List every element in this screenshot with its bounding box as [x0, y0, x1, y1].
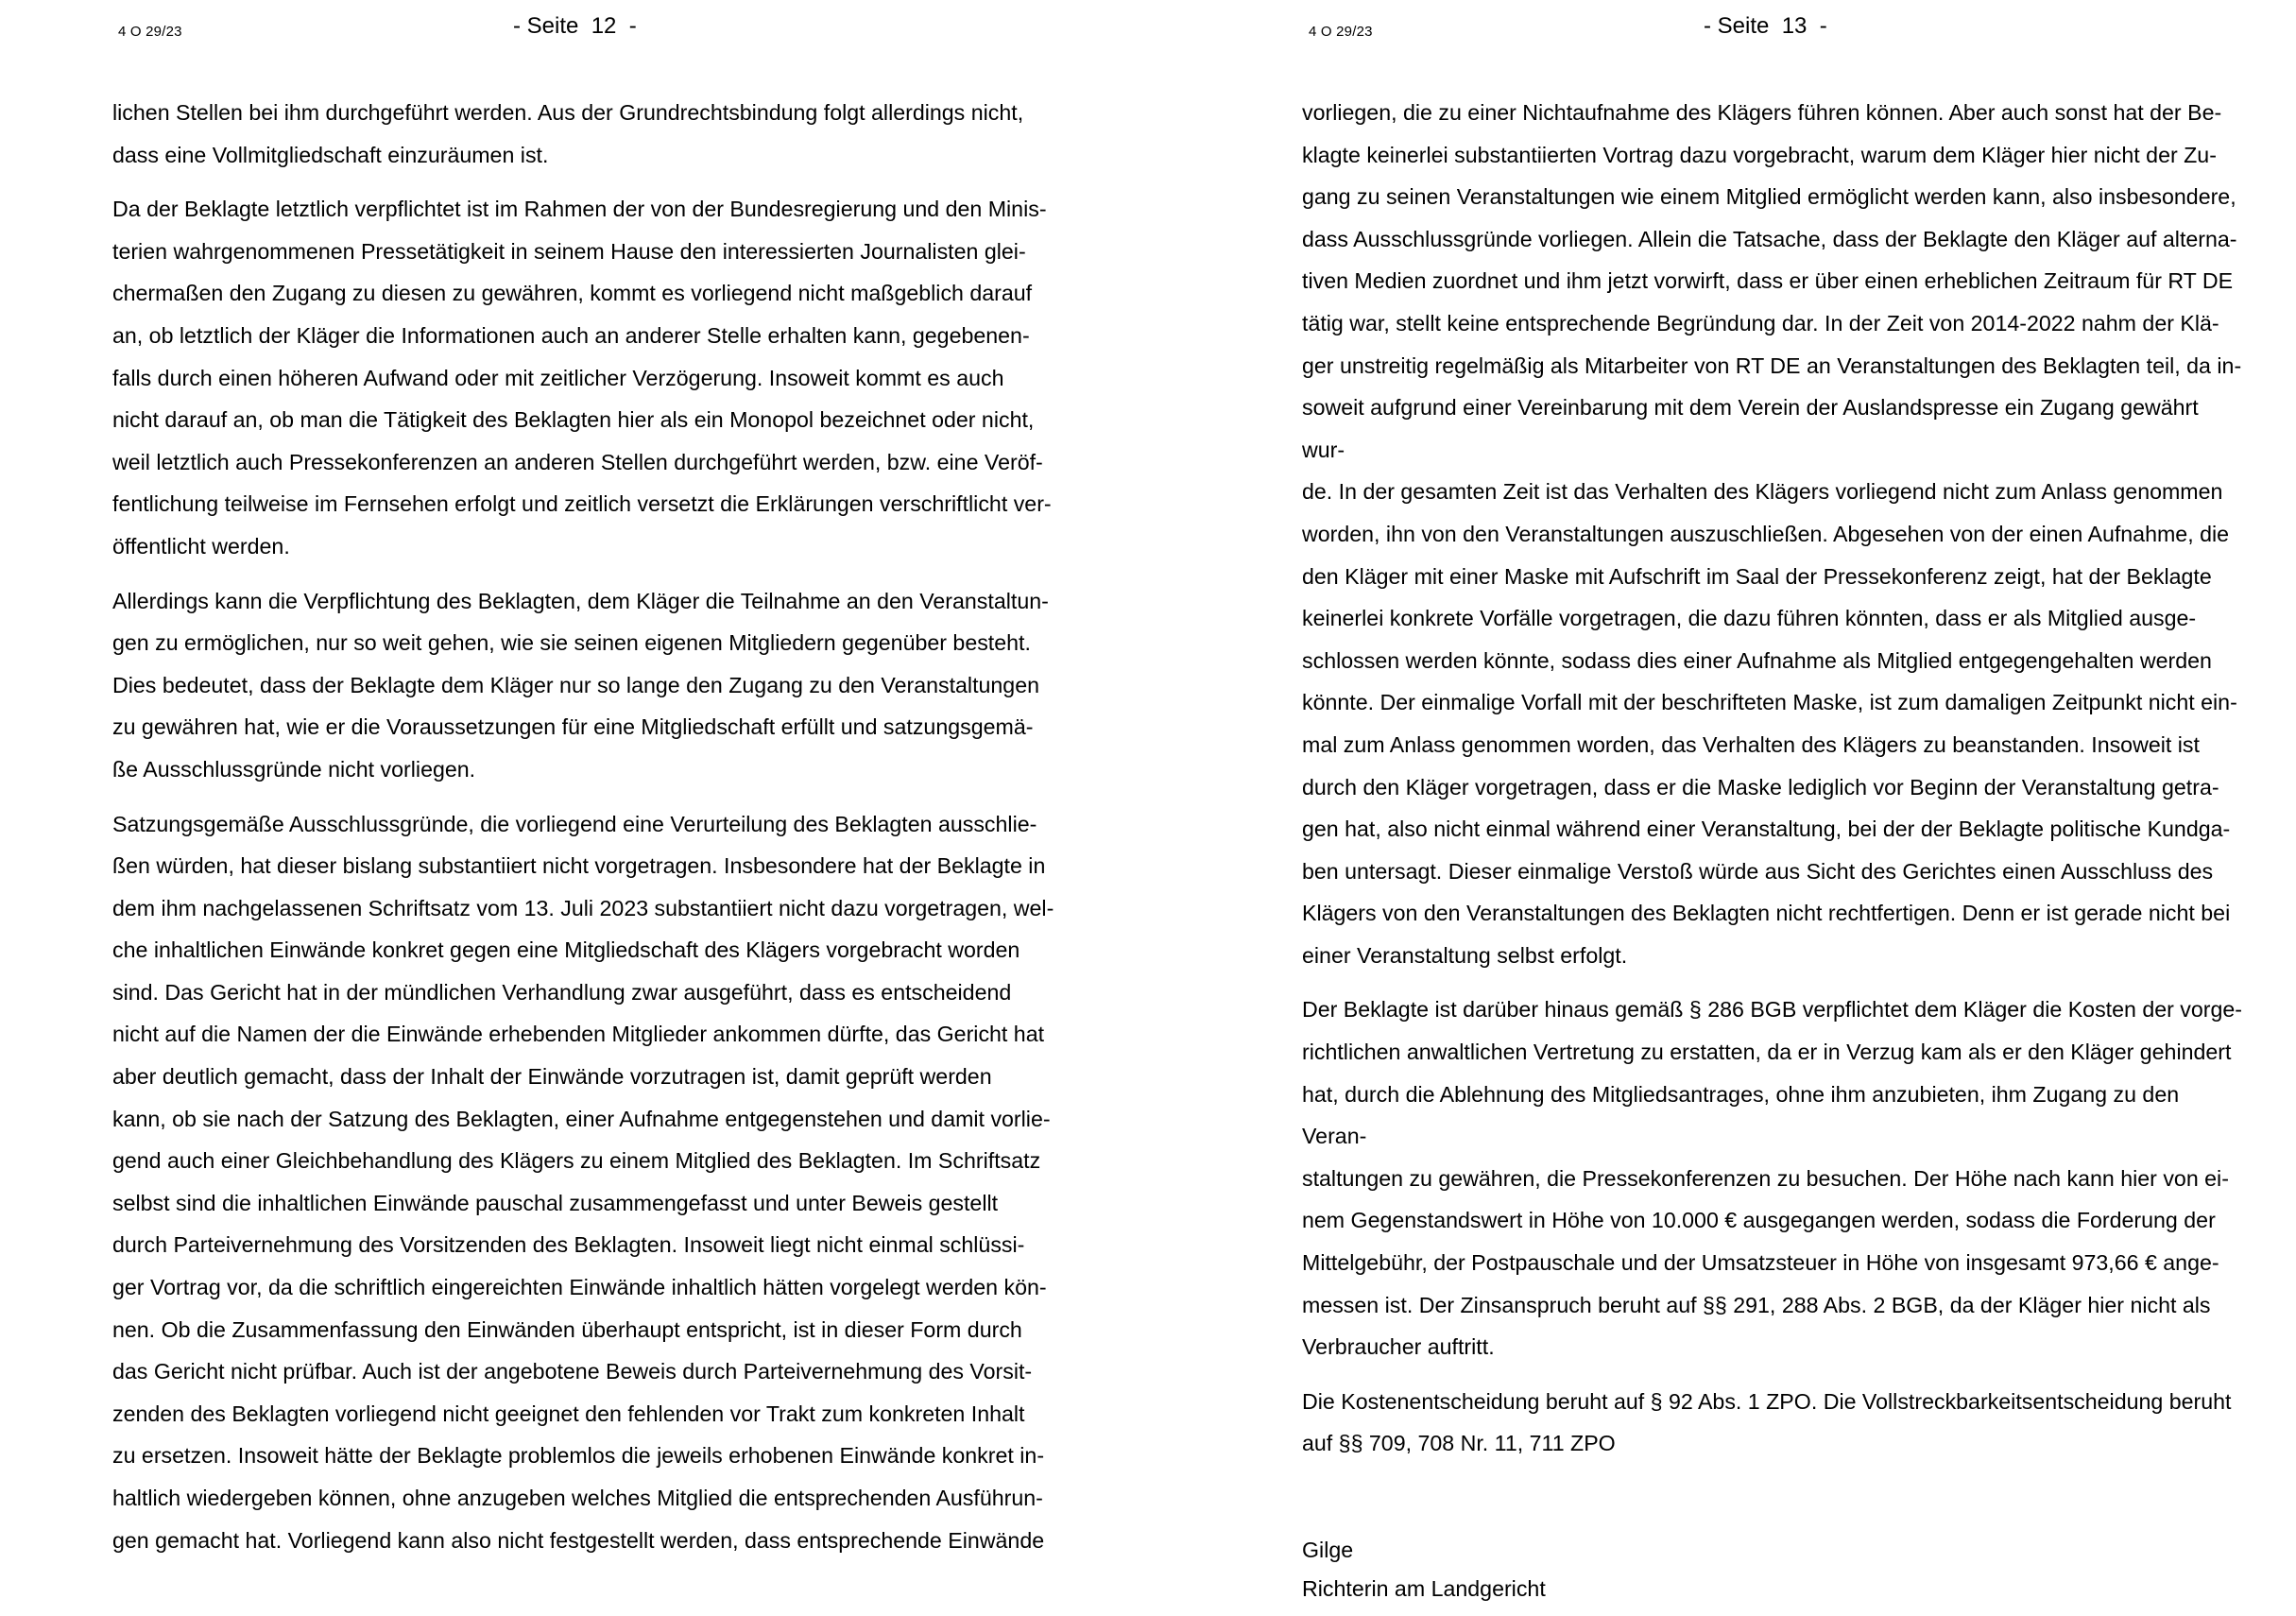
case-number: 4 O 29/23	[118, 24, 182, 40]
paragraph: Satzungsgemäße Ausschlussgründe, die vorliegend eine Verurteilung des Beklagten ausschlie- ßen würden, hat dieser bislang substantiiert nicht vorgetragen. Insbesondere hat der Beklagte in dem ihm nachgelassenen Schriftsatz vom 13. Juli 2023 substantiiert nicht dazu vorgetragen, wel- che inhaltlichen Einwände konkret gegen eine Mitgliedschaft des Klägers vorgebracht worden sind. Das Gericht hat in der mündlichen Verhandlung zwar ausgeführt, dass es entscheidend nicht auf die Namen der die Einwände erhebenden Mitglieder ankommen dürfte, das Gericht hat aber deutlich gemacht, dass der Inhalt der Einwände vorzutragen ist, damit geprüft werden kann, ob sie nach der Satzung des Beklagten, einer Aufnahme entgegenstehen und damit vorlie- gend auch einer Gleichbehandlung des Klägers zu einem Mitglied des Beklagten. Im Schriftsatz selbst sind die inhaltlichen Einwände pauschal zusammengefasst und unter Beweis gestellt durch Parteivernehmung des Vorsitzenden des Beklagten. Insoweit liegt nicht einmal schlüssi- ger Vortrag vor, da die schriftlich eingereichten Einwände inhaltlich hätten vorgelegt werden kön- nen. Ob die Zusammenfassung den Einwänden überhaupt entspricht, ist in dieser Form durch das Gericht nicht prüfbar. Auch ist der angebotene Beweis durch Parteivernehmung des Vorsit- zenden des Beklagten vorliegend nicht geeignet den fehlenden vor Trakt zum konkreten Inhalt zu ersetzen. Insoweit hätte der Beklagte problemlos die jeweils erhobenen Einwände konkret in- haltlich wiedergeben können, ohne anzugeben welches Mitglied die entsprechenden Ausführun- gen gemacht hat. Vorliegend kann also nicht festgestellt werden, dass entsprechende Einwände	[112, 811, 1054, 1553]
signature-block	[1302, 1531, 1546, 1608]
paragraph: Der Beklagte ist darüber hinaus gemäß § 286 BGB verpflichtet dem Kläger die Kosten der vorge- richtlichen anwaltlichen Vertretung zu erstatten, da er in Verzug kam als er den Kläger gehindert hat, durch die Ablehnung des Mitgliedsantrages, ohne ihm anzubieten, ihm Zugang zu den Veran- staltungen zu gewähren, die Pressekonferenzen zu besuchen. Der Höhe nach kann hier von ei- nem Gegenstandswert in Höhe von 10.000 € ausgegangen werden, sodass die Forderung der Mittelgebühr, der Postpauschale und der Umsatzsteuer in Höhe von insgesamt 973,66 € ange- messen ist. Der Zinsanspruch beruht auf §§ 291, 288 Abs. 2 BGB, da der Kläger hier nicht als Verbraucher auftritt.	[1302, 997, 2243, 1360]
paragraph: Die Kostenentscheidung beruht auf § 92 Abs. 1 ZPO. Die Vollstreckbarkeitsentscheidung beruht auf §§ 709, 708 Nr. 11, 711 ZPO	[1302, 1388, 2232, 1456]
paragraph: vorliegen, die zu einer Nichtaufnahme des Klägers führen können. Aber auch sonst hat der Be- klagte keinerlei substantiierten Vortrag dazu vorgebracht, warum dem Kläger hier nicht der Zu- gang zu seinen Veranstaltungen wie einem Mitglied ermöglicht werden kann, also insbesondere, dass Ausschlussgründe vorliegen. Allein die Tatsache, dass der Beklagte den Kläger auf alterna- tiven Medien zuordnet und ihm jetzt vorwirft, dass er über einen erheblichen Zeitraum für RT DE tätig war, stellt keine entsprechende Begründung dar. In der Zeit von 2014-2022 nahm der Klä- ger unstreitig regelmäßig als Mitarbeiter von RT DE an Veranstaltungen des Beklagten teil, da in- soweit aufgrund einer Vereinbarung mit dem Verein der Auslandspresse ein Zugang gewährt wur- de. In der gesamten Zeit ist das Verhalten des Klägers vorliegend nicht zum Anlass genommen worden, ihn von den Veranstaltungen auszuschließen. Abgesehen von der einen Aufnahme, die den Kläger mit einer Maske mit Aufschrift im Saal der Pressekonferenz zeigt, hat der Beklagte keinerlei konkrete Vorfälle vorgetragen, die dazu führen könnten, dass er als Mitglied ausge- schlossen werden könnte, sodass dies einer Aufnahme als Mitglied entgegengehalten werden könnte. Der einmalige Vorfall mit der beschrifteten Maske, ist zum damaligen Zeitpunkt nicht ein- mal zum Anlass genommen worden, das Verhalten des Klägers zu beanstanden. Insoweit ist durch den Kläger vorgetragen, dass er die Maske lediglich vor Beginn der Veranstaltung getra- gen hat, also nicht einmal während einer Veranstaltung, bei der der Beklagte politische Kundga- ben untersagt. Dieser einmalige Verstoß würde aus Sicht des Gerichtes einen Ausschluss des Klägers von den Veranstaltungen des Beklagten nicht rechtfertigen. Denn er ist gerade nicht bei einer Veranstaltung selbst erfolgt.	[1302, 100, 2242, 968]
page-number-header: - Seite 13 -	[1704, 13, 1827, 39]
case-number: 4 O 29/23	[1309, 24, 1373, 40]
signer-title: Richterin am Landgericht	[1302, 1576, 1546, 1601]
document-page-13	[1148, 0, 2296, 1616]
paragraph: Da der Beklagte letztlich verpflichtet ist im Rahmen der von der Bundesregierung und den Minis- terien wahrgenommenen Pressetätigkeit in seinem Hause den interessierten Journalisten glei- chermaßen den Zugang zu diesen zu gewähren, kommt es vorliegend nicht maßgeblich darauf an, ob letztlich der Kläger die Informationen auch an anderer Stelle erhalten kann, gegebenen- falls durch einen höheren Aufwand oder mit zeitlicher Verzögerung. Insoweit kommt es auch nicht darauf an, ob man die Tätigkeit des Beklagten hier als ein Monopol bezeichnet oder nicht, weil letztlich auch Pressekonferenzen an anderen Stellen durchgeführt werden, bzw. eine Veröf- fentlichung teilweise im Fernsehen erfolgt und zeitlich versetzt die Erklärungen verschriftlicht ver- öffentlicht werden.	[112, 197, 1052, 559]
page-body	[1302, 92, 2247, 1477]
signer-name: Gilge	[1302, 1538, 1354, 1562]
paragraph: lichen Stellen bei ihm durchgeführt werden. Aus der Grundrechtsbindung folgt allerdings nicht, dass eine Vollmitgliedschaft einzuräumen ist.	[112, 100, 1024, 167]
page-number-header: - Seite 12 -	[513, 13, 637, 39]
page-body	[112, 92, 1057, 1573]
paragraph: Allerdings kann die Verpflichtung des Beklagten, dem Kläger die Teilnahme an den Veranstaltun- gen zu ermöglichen, nur so weit gehen, wie sie seinen eigenen Mitgliedern gegenüber besteht. Dies bedeutet, dass der Beklagte dem Kläger nur so lange den Zugang zu den Veranstaltungen zu gewähren hat, wie er die Voraussetzungen für eine Mitgliedschaft erfüllt und satzungsgemä- ße Ausschlussgründe nicht vorliegen.	[112, 588, 1049, 782]
